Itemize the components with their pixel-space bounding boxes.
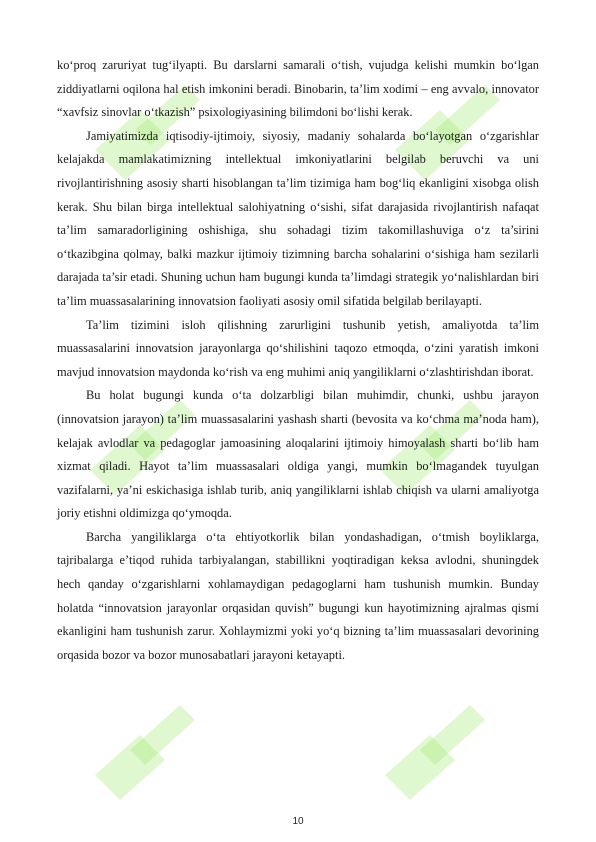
page-number: 10 <box>292 816 304 827</box>
paragraph-5: Barcha yangiliklarga o‘ta ehtiyotkorlik bilan yondashadigan, o‘tmish boyliklarga, tajribalarga e’tiqod ruhida tarbiyalangan, stabillikni yoqtiradigan keksa avlodni, shuningdek hech qanday o‘zgarishlarni xohlamaydigan pedagoglarni ham tushunish mumkin. Bunday holatda “innovatsion jarayonlar orqasidan quvish” bugungi kun hayotimizning ajralmas qismi ekanligini ham tushunish zarur. Xohlaymizmi yoki yo‘q bizning ta’lim muassasalari devorining orqasida bozor va bozor munosabatlari jarayoni ketayapti. <box>57 529 539 662</box>
paragraph-4: Bu holat bugungi kunda o‘ta dolzarbligi bilan muhimdir, chunki, ushbu jarayon (innovatsion jarayon) ta’lim muassasalarini yashash sharti (bevosita va ko‘chma ma’noda ham), kelajak avlodlar va pedagoglar jamoasining aloqalarini ijtimoiy himoyalash sharti bo‘lib ham xizmat qiladi. Hayot ta’lim muassasalari oldiga yangi, mumkin bo‘lmagandek tuyulgan vazifalarni, ya’ni eskichasiga ishlab turib, aniq yangiliklarni ishlab chiqish va ularni amaliyotga joriy etishni oldimizga qo‘ymoqda. <box>57 388 539 521</box>
paragraph-2: Jamiyatimizda iqtisodiy-ijtimoiy, siyosiy, madaniy sohalarda bo‘layotgan o‘zgarishlar kelajakda mamlakatimizning intellektual imkoniyatlarini belgilab beruvchi va uni rivojlantirishning asosiy sharti hisoblangan ta’lim tizimiga ham bog‘liq ekanligini xisobga olish kerak. Shu bilan birga intellektual salohiyatning o‘sishi, sifat darajasida rivojlantirish nafaqat ta’lim samaradorligining oshishiga, shu sohadagi tizim takomillashuviga o‘z ta’sirini o‘tkazibgina qolmay, balki mazkur ijtimoiy tizimning barcha sohalarini o‘sishiga ham sezilarli darajada ta’sir etadi. Shuning uchun ham bugungi kunda ta’limdagi strategik yo‘nalishlardan biri ta’lim muassasalarining innovatsion faoliyati asosiy omil sifatida belgilab berilayapti. <box>57 128 539 308</box>
body-text <box>57 54 539 667</box>
paragraph-3: Ta’lim tizimini isloh qilishning zarurligini tushunib yetish, amaliyotda ta’lim muassasalarini innovatsion jarayonlarga qo‘shilishini taqozo etmoqda, o‘zini yaratish imkoni mavjud innovatsion maydonda ko‘rish va eng muhimi aniq yangiliklarni o‘zlashtirishdan iborat. <box>57 317 539 379</box>
paragraph-1: ko‘proq zaruriyat tug‘ilyapti. Bu darslarni samarali o‘tish, vujudga kelishi mumkin bo‘lgan ziddiyatlarni oqilona hal etish imkonini beradi. Binobarin, ta’lim xodimi – eng avvalo, innovator “xavfsiz sinovlar o‘tkazish” psixologiyasining bilimdoni bo‘lishi kerak. <box>57 58 539 120</box>
